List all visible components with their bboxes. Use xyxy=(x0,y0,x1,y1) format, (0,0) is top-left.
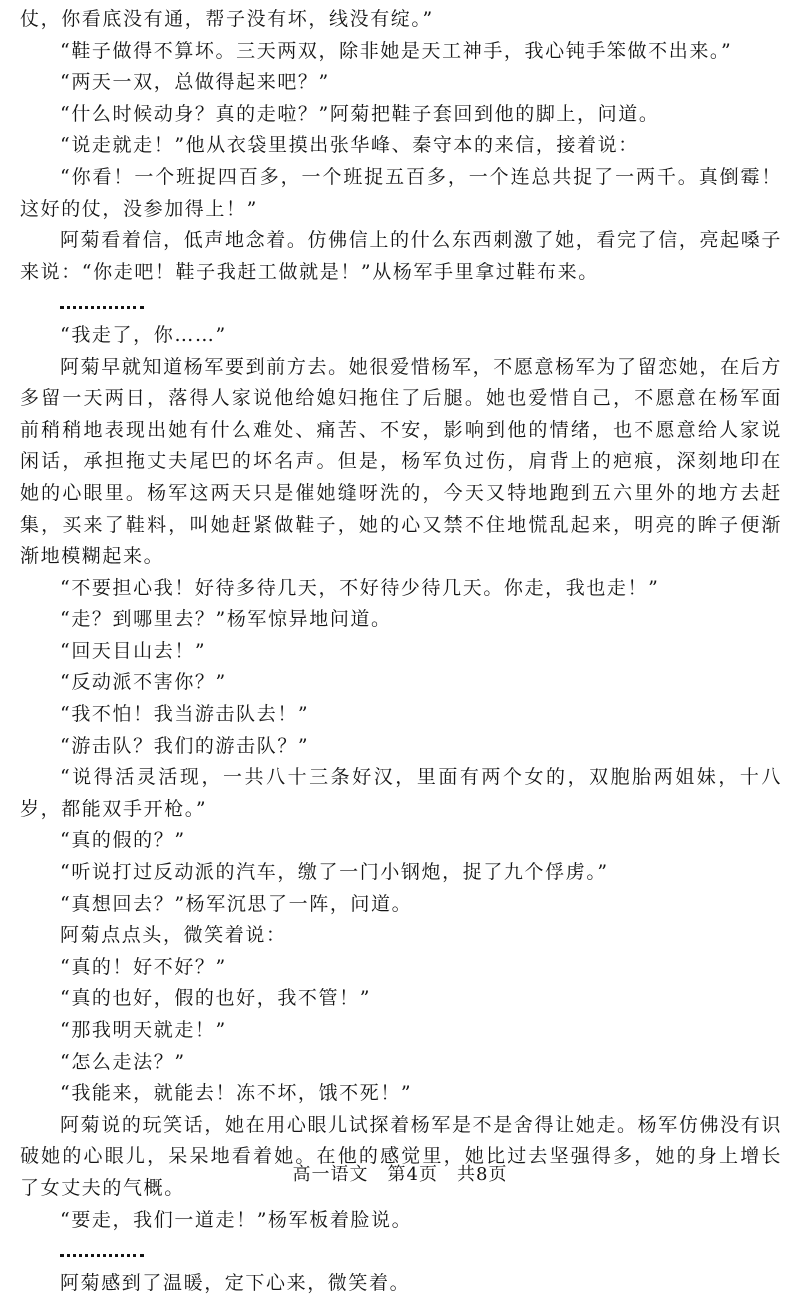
page-footer: 高一语文 第4页 共8页 xyxy=(292,1164,508,1185)
paragraph: 阿菊早就知道杨军要到前方去。她很爱惜杨军，不愿意杨军为了留恋她，在后方多留一天两日，落得人家说他给媳妇拖住了后腿。她也爱惜自己，不愿意在杨军面前稍稍地表现出她有什么难处、痛苦、不安，影响到他的情绪，也不愿意给人家说闲话，承担拖丈夫尾巴的坏名声。但是，杨军负过伤，肩背上的疤痕，深刻地印在她的心眼里。杨军这两天只是催她缝呀洗的，今天又特地跑到五六里外的地方去赶集，买来了鞋料，叫她赶紧做鞋子，她的心又禁不住地慌乱起来，明亮的眸子便渐渐地模糊起来。 xyxy=(20,355,782,568)
paragraph: “真的假的？” xyxy=(60,829,186,852)
paragraph: “你看！一个班捉四百多，一个班捉五百多，一个连总共捉了一两千。真倒霉！这好的仗，没参加得上！” xyxy=(20,165,782,220)
paragraph: “听说打过反动派的汽车，缴了一门小钢炮，捉了九个俘虏。” xyxy=(60,861,609,884)
paragraph: “真的！好不好？” xyxy=(60,955,227,978)
paragraph: “反动派不害你？” xyxy=(60,671,227,694)
paragraph: “说走就走！”他从衣袋里摸出张华峰、秦守本的来信，接着说： xyxy=(60,134,639,157)
paragraph: “我走了，你……” xyxy=(60,323,227,346)
paragraph: “回天目山去！” xyxy=(60,639,207,662)
paragraph: “那我明天就走！” xyxy=(60,1019,227,1041)
ellipsis-dots xyxy=(60,1254,144,1257)
paragraph: “两天一双，总做得起来吧？” xyxy=(60,71,330,94)
paragraph: “说得活灵活现，一共八十三条好汉，里面有两个女的，双胞胎两姐妹，十八岁，都能双手开枪。” xyxy=(20,766,782,820)
paragraph: 阿菊感到了温暖，定下心来，微笑着。 xyxy=(60,1271,411,1294)
ellipsis-separator xyxy=(60,288,782,320)
paragraph: 阿菊点点头，微笑着说： xyxy=(60,924,287,947)
paragraph: 阿菊说的玩笑话，她在用心眼儿试探着杨军是不是舍得让她走。杨军仿佛没有识破她的心眼儿，呆呆地看着她。在他的感觉里，她比过去坚强得多，她的身上增长了女丈夫的气概。 xyxy=(20,1113,782,1199)
paragraph: 阿菊看着信，低声地念着。仿佛信上的什么东西刺激了她，看完了信，亮起嗓子来说：“你走吧！鞋子我赶工做就是！”从杨军手里拿过鞋布来。 xyxy=(20,229,782,283)
paragraph: 仗，你看底没有通，帮子没有坏，线没有绽。” xyxy=(20,8,434,30)
paragraph: “真想回去？”杨军沉思了一阵，问道。 xyxy=(60,892,413,915)
paragraph: “要走，我们一道走！”杨军板着脸说。 xyxy=(60,1208,413,1231)
paragraph: “我不怕！我当游击队去！” xyxy=(60,703,310,726)
ellipsis-dots xyxy=(60,306,144,309)
paragraph: “鞋子做得不算坏。三天两双，除非她是天工神手，我心钝手笨做不出来。” xyxy=(60,39,733,62)
paragraph: “走？到哪里去？”杨军惊异地问道。 xyxy=(60,608,392,631)
ellipsis-separator xyxy=(60,1236,782,1268)
paragraph: “怎么走法？” xyxy=(60,1050,186,1073)
paragraph: “游击队？我们的游击队？” xyxy=(60,734,310,757)
paragraph: “不要担心我！好待多待几天，不好待少待几天。你走，我也走！” xyxy=(60,576,660,599)
paragraph: “什么时候动身？真的走啦？”阿菊把鞋子套回到他的脚上，问道。 xyxy=(60,102,660,125)
paragraph: “我能来，就能去！冻不坏，饿不死！” xyxy=(60,1082,413,1105)
paragraph: “真的也好，假的也好，我不管！” xyxy=(60,987,372,1010)
